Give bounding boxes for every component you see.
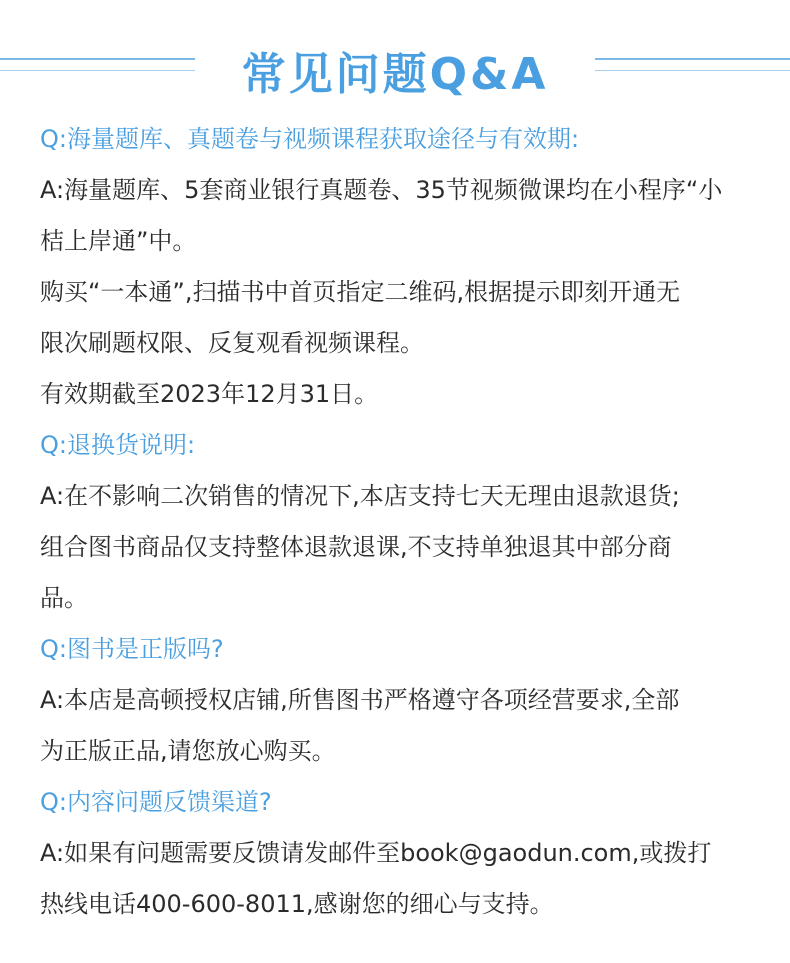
faq-item bbox=[40, 114, 765, 420]
right-decor-line bbox=[595, 58, 790, 60]
faq-answer-line: 组合图书商品仅支持整体退款退课,不支持单独退其中部分商 bbox=[40, 533, 672, 561]
faq-answer-line: 桔上岸通”中。 bbox=[40, 227, 197, 255]
faq-answer-line: 购买“一本通”,扫描书中首页指定二维码,根据提示即刻开通无 bbox=[40, 278, 681, 306]
right-decor-line-thin bbox=[595, 70, 790, 71]
faq-list bbox=[40, 114, 765, 930]
faq-question: Q:退换货说明: bbox=[40, 431, 196, 459]
page-title: 常见问题Q&A bbox=[241, 49, 549, 100]
faq-item bbox=[40, 777, 765, 930]
faq-header bbox=[0, 30, 790, 110]
faq-question: Q:内容问题反馈渠道? bbox=[40, 788, 272, 816]
faq-answer-line: A:海量题库、5套商业银行真题卷、35节视频微课均在小程序“小 bbox=[40, 176, 723, 204]
faq-answer-line: A:本店是高顿授权店铺,所售图书严格遵守各项经营要求,全部 bbox=[40, 686, 680, 714]
faq-question: Q:海量题库、真题卷与视频课程获取途径与有效期: bbox=[40, 125, 580, 153]
faq-answer-line: 品。 bbox=[40, 584, 88, 612]
faq-answer-line: 为正版正品,请您放心购买。 bbox=[40, 737, 336, 765]
faq-answer-line: 热线电话400-600-8011,感谢您的细心与支持。 bbox=[40, 890, 554, 918]
faq-question: Q:图书是正版吗? bbox=[40, 635, 224, 663]
faq-answer-line: A:在不影响二次销售的情况下,本店支持七天无理由退款退货; bbox=[40, 482, 680, 510]
faq-answer-line: A:如果有问题需要反馈请发邮件至book@gaodun.com,或拨打 bbox=[40, 839, 712, 867]
faq-answer-line: 限次刷题权限、反复观看视频课程。 bbox=[40, 329, 424, 357]
faq-answer-line: 有效期截至2023年12月31日。 bbox=[40, 380, 379, 408]
faq-item bbox=[40, 624, 765, 777]
faq-item bbox=[40, 420, 765, 624]
